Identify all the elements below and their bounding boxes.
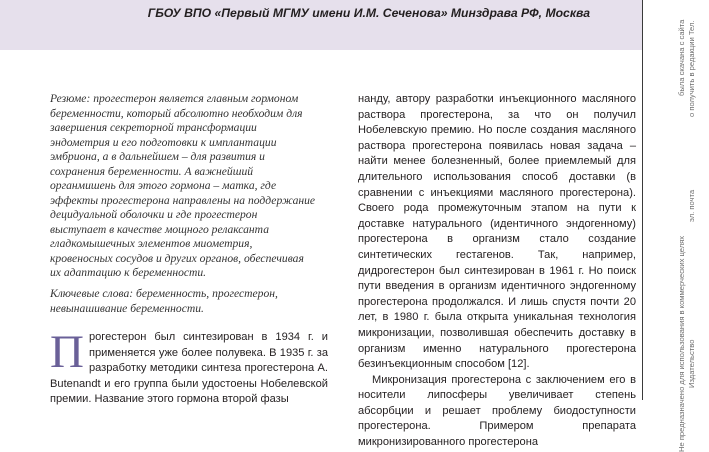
- sidebar-text-2c: о получить в редакции Тел.: [687, 20, 696, 117]
- sidebar-text-1b: была скачана с сайта: [677, 20, 686, 97]
- body-column-right: [358, 92, 636, 451]
- sidebar-text-2a: Издательство: [687, 340, 696, 389]
- affiliation: ГБОУ ВПО «Первый МГМУ имени И.М. Сеченова» Минздрава РФ, Москва: [147, 6, 590, 20]
- body-column-left: [50, 326, 328, 408]
- body-right-para-2: Микронизация прогестерона с заключением его в носители липосферы увеличивает степень абсорбции и решает проблему биодоступности прогестерона. Примером препарата микронизированного прогестерона: [358, 373, 636, 449]
- keywords: [50, 287, 320, 316]
- body-right-para-1: нанду, автору разработки инъекционного масляного раствора прогестерона, за что он получил Нобелевскую премию. Но после создания масляного раствора прогестерона появилась новая задача – найти менее болезненный, более приемлемый для длительного использования способ доставки (в сравнении с инъекциями масляного прогестерона). Своего рода промежуточным этапом на пути к доставке натурального (идентичного эндогенному) прогестерона в организм стало создание синтетических гестагенов. Так, например, дидрогестерон был синтезирован в 1961 г. Но поиск пути введения в организм идентичного эндогенному прогестерона продолжался. И лишь спустя почти 20 лет, в 1980 г. была открыта уникальная технология микронизации, позволившая обеспечить доставку в организм именно натурального прогестерона безинъекционным способом [12].: [358, 93, 636, 371]
- body-left-text: рогестерон был синтезирован в 1934 г. и применяется уже более полувека. В 1935 г. за разработку методики синтеза прогестерона A. Butenandt и его группа были удостоены Нобелевской премии. Название этого гормона второй фазы: [50, 331, 328, 406]
- sidebar-text-1a: Не предназначено для использования в коммерческих целях: [677, 236, 686, 452]
- keywords-text: Ключевые слова: беременность, прогестерон, невынашивание беременности.: [50, 287, 278, 315]
- abstract: [50, 92, 316, 281]
- drop-cap: П: [50, 326, 84, 378]
- header-band: [0, 0, 642, 50]
- sidebar-text-2b: эл. почта: [687, 190, 696, 223]
- abstract-text: Резюме: прогестерон является главным гормоном беременности, который абсолютно необходим для завершения секреторной трансформации эндометрия и его подготовки к имплантации эмбриона, а в дальнейшем – для развития и сохранения беременности. А важнейший органмишень для этого гормона – матка, где эффекты прогестерона направлены на поддержание децидуальной оболочки и где прогестерон выступает в качестве мощного релаксанта гладкомышечных элементов миометрия, кровеносных сосудов и других органов, обеспечивая их адаптацию к беременности.: [50, 92, 316, 279]
- side-margin: [643, 0, 709, 400]
